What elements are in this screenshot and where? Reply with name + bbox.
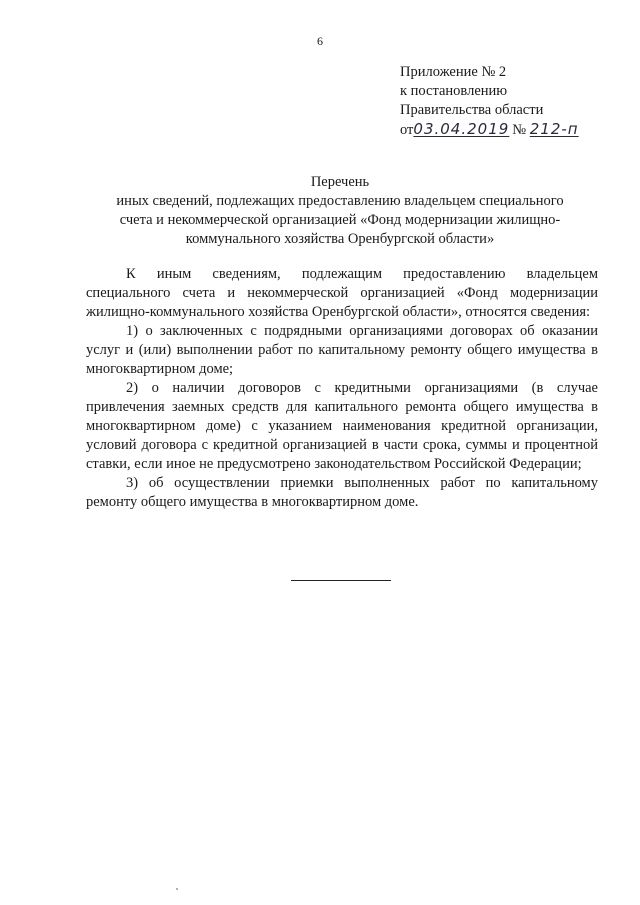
number-sign: №	[512, 122, 527, 138]
handwritten-date: 03.04.2019	[413, 120, 510, 138]
appendix-government: Правительства области	[400, 102, 544, 118]
document-body	[86, 265, 598, 512]
list-item-2: 2) о наличии договоров с кредитными организациями (в случае привлечения заемных средств для капитального ремонта общего имущества в многоквартирном доме) с указанием наименования кредитной организации, условий договора с кредитной организацией в части срока, суммы и процентной ставки, если иное не предусмотрено законодательством Российской Федерации;	[86, 380, 598, 472]
list-item-3: 3) об осуществлении приемки выполненных работ по капитальному ремонту общего имущества в многоквартирном доме.	[86, 475, 598, 510]
title-line-3: коммунального хозяйства Оренбургской области»	[185, 231, 495, 247]
list-item-1: 1) о заключенных с подрядными организациями договорах об оказании услуг и (или) выполнении работ по капитальному ремонту общего имущества в многоквартирном доме;	[86, 323, 598, 377]
intro-paragraph: К иным сведениям, подлежащим предоставлению владельцем специального счета и некоммерческой организацией «Фонд модернизации жилищно-коммунального хозяйства Оренбургской области», относятся сведения:	[86, 266, 598, 320]
title-heading: Перечень	[310, 174, 370, 190]
appendix-resolution-ref: к постановлению	[400, 83, 508, 99]
appendix-header	[400, 63, 579, 140]
appendix-date-line	[400, 120, 579, 140]
document-title	[60, 173, 620, 249]
date-prefix: от	[400, 122, 414, 138]
appendix-number: Приложение № 2	[400, 64, 507, 80]
title-line-1: иных сведений, подлежащих предоставлению владельцем специального	[116, 193, 564, 209]
page-number: 6	[317, 34, 323, 48]
title-line-2: счета и некоммерческой организацией «Фонд модернизации жилищно-	[119, 212, 561, 228]
end-divider	[291, 580, 391, 581]
handwritten-number: 212-п	[529, 120, 579, 138]
scan-dot	[176, 888, 178, 890]
